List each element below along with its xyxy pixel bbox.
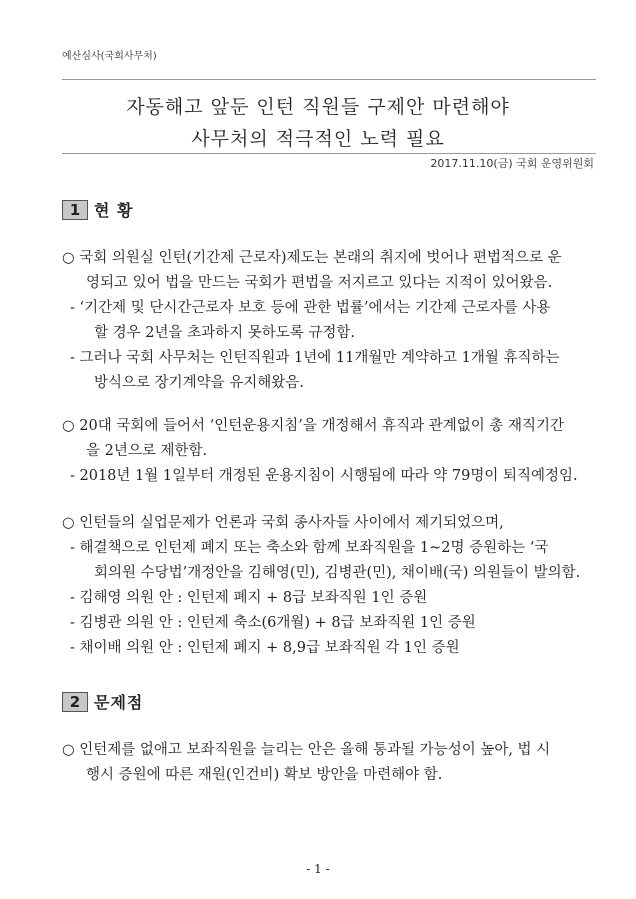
dash-line: - 김해영 의원 안 : 인턴제 폐지 + 8급 보좌직원 1인 증원 bbox=[70, 590, 428, 606]
section-number: 1 bbox=[62, 200, 88, 220]
bullet-line: 행시 증원에 따른 재원(인건비) 확보 방안을 마련해야 함. bbox=[86, 767, 443, 783]
title-line-1: 자동해고 앞둔 인턴 직원들 구제안 마련해야 bbox=[126, 96, 510, 118]
dash-line: - 그러나 국회 사무처는 인턴직원과 1년에 11개월만 계약하고 1개월 휴직하는 bbox=[70, 350, 560, 366]
page-number: - 1 - bbox=[306, 862, 330, 876]
section-heading-2 bbox=[62, 690, 143, 713]
section-number: 2 bbox=[62, 692, 88, 712]
bullet-line: 영되고 있어 법을 만드는 국회가 편법을 저지르고 있다는 지적이 있어왔음. bbox=[86, 275, 553, 291]
title-line-2: 사무처의 적극적인 노력 필요 bbox=[191, 128, 445, 150]
dash-line: 할 경우 2년을 초과하지 못하도록 규정함. bbox=[94, 325, 355, 341]
date-committee: 2017.11.10(금) 국회 운영위원회 bbox=[430, 157, 594, 170]
dash-line: - 채이배 의원 안 : 인턴제 폐지 + 8,9급 보좌직원 각 1인 증원 bbox=[70, 640, 460, 656]
dash-line: 방식으로 장기계약을 유지해왔음. bbox=[94, 375, 304, 391]
divider bbox=[62, 153, 596, 154]
dash-line: - 해결책으로 인턴제 폐지 또는 축소와 함께 보좌직원을 1~2명 증원하는 ‘국 bbox=[70, 540, 549, 556]
section-heading-1 bbox=[62, 198, 133, 221]
bullet-line: ○ 인턴들의 실업문제가 언론과 국회 종사자들 사이에서 제기되었으며, bbox=[62, 515, 504, 531]
dash-line: - 2018년 1월 1일부터 개정된 운용지침이 시행됨에 따라 약 79명이 퇴직예정임. bbox=[70, 468, 578, 484]
bullet-line: ○ 국회 의원실 인턴(기간제 근로자)제도는 본래의 취지에 벗어나 편법적으로 운 bbox=[62, 250, 562, 266]
dash-line: - ‘기간제 및 단시간근로자 보호 등에 관한 법률’에서는 기간제 근로자를 사용 bbox=[70, 300, 551, 316]
document-category: 예산심사(국회사무처) bbox=[62, 51, 157, 62]
bullet-line: ○ 20대 국회에 들어서 ‘인턴운용지침’을 개정해서 휴직과 관계없이 총 재직기간 bbox=[62, 418, 565, 434]
dash-line: 회의원 수당법’개정안을 김해영(민), 김병관(민), 채이배(국) 의원들이 발의함. bbox=[94, 565, 581, 581]
bullet-line: ○ 인턴제를 없애고 보좌직원을 늘리는 안은 올해 통과될 가능성이 높아, 법 시 bbox=[62, 742, 551, 758]
section-title: 현 황 bbox=[94, 201, 134, 220]
dash-line: - 김병관 의원 안 : 인턴제 축소(6개월) + 8급 보좌직원 1인 증원 bbox=[70, 615, 476, 631]
bullet-line: 을 2년으로 제한함. bbox=[86, 443, 208, 459]
section-title: 문제점 bbox=[94, 693, 144, 712]
divider bbox=[62, 79, 596, 80]
